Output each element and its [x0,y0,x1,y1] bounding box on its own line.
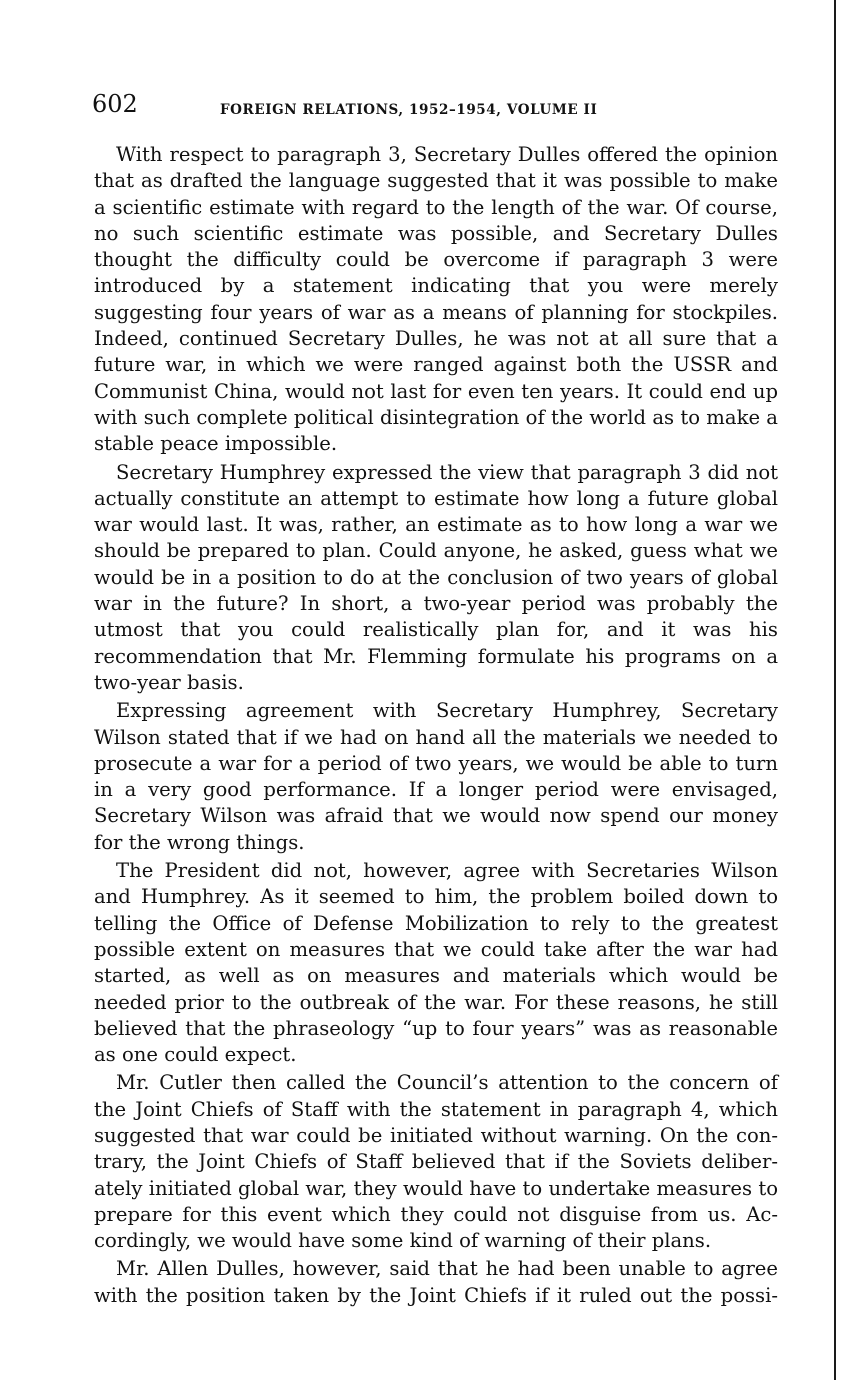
paragraph-wilson: Expressing agreement with Secretary Humphrey, Secretary Wilson stated that if we had on hand all the materials we needed to prosecute a war for a period of two years, we would be able to turn in a very good performance. If a longer period were envisaged, Secretary Wilson was afraid that we would now spend our money for the wrong things. [94,699,778,854]
paragraph-allen-dulles: Mr. Allen Dulles, however, said that he had been unable to agree with the position taken by the Joint Chiefs if it ruled out the possi- [94,1257,778,1307]
paragraph-cutler: Mr. Cutler then called the Council’s attention to the concern of the Joint Chiefs of Staff with the statement in paragraph 4, which suggested that war could be initiated without warning. On the contrary, the Joint Chiefs of Staff believed that if the Soviets deliberately initiated global war, they would have to undertake measures to prepare for this event which they could not disguise from us. Accordingly, we would have some kind of warning of their plans. [94,1071,778,1253]
paragraph-humphrey: Secretary Humphrey expressed the view that paragraph 3 did not actually constitute an attempt to estimate how long a future global war would last. It was, rather, an estimate as to how long a war we should be prepared to plan. Could anyone, he asked, guess what we would be in a position to do at the conclusion of two years of global war in the future? In short, a two-year period was probably the utmost that you could realistically plan for, and it was his recommendation that Mr. Flemming formulate his programs on a two-year basis. [94,460,778,694]
page-header [92,90,792,130]
body-text [94,142,778,1311]
page-number: 602 [92,90,138,118]
paragraph-president: The President did not, however, agree with Secretaries Wilson and Humphrey. As it seemed to him, the problem boiled down to telling the Office of Defense Mobilization to rely to the greatest possible extent on measures that we could take after the war had started, as well as on measures and materials which would be needed prior to the outbreak of the war. For these reasons, he still believed that the phraseology “up to four years” was as reasonable as one could expect. [94,859,778,1067]
running-head: FOREIGN RELATIONS, 1952–1954, VOLUME II [220,102,598,118]
paragraph-dulles-paragraph-3: With respect to paragraph 3, Secretary Dulles offered the opinion that as drafted the language suggested that it was possible to make a scientific estimate with regard to the length of the war. Of course, no such scientific estimate was possible, and Secretary Dulles thought the difficulty could be overcome if paragraph 3 were introduced by a statement indicating that you were merely suggesting four years of war as a means of planning for stockpiles. Indeed, continued Secretary Dulles, he was not at all sure that a future war, in which we were ranged against both the USSR and Communist China, would not last for even ten years. It could end up with such complete political disintegration of the world as to make a stable peace impossible. [94,143,778,456]
